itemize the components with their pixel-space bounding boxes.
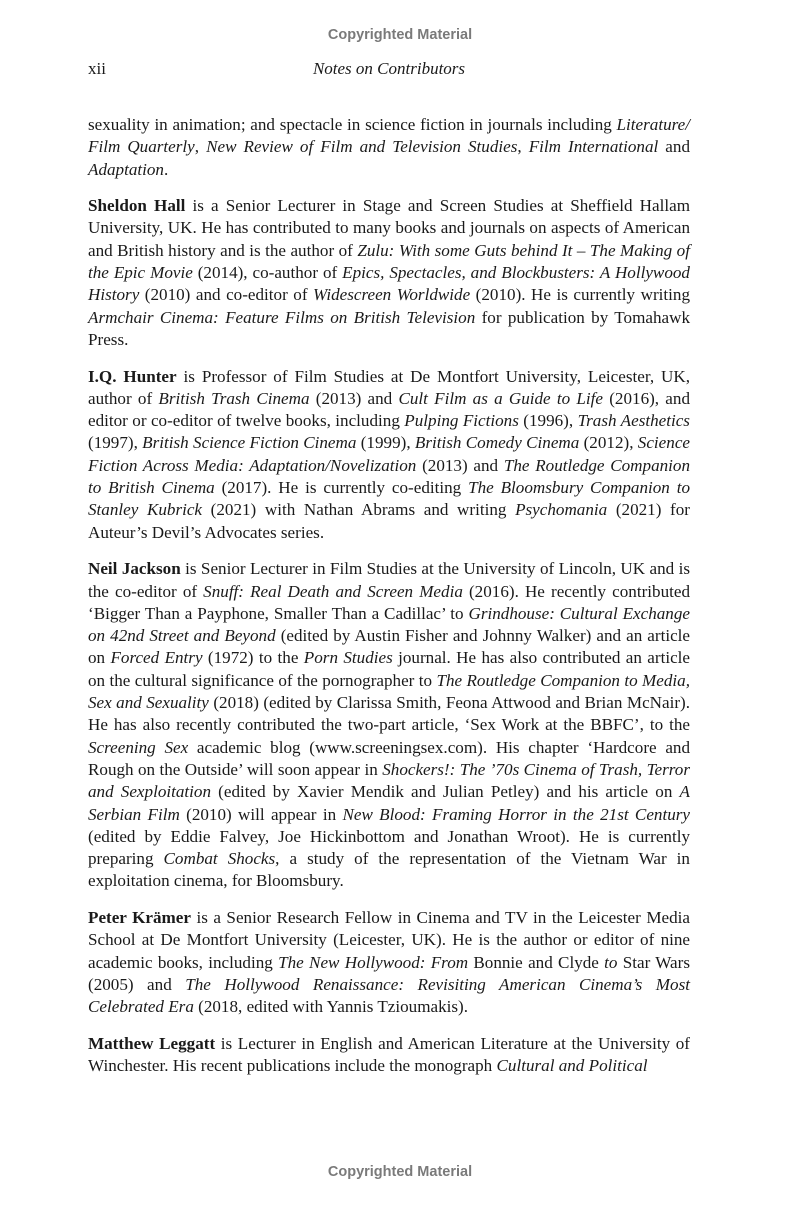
work-title: Screening Sex [88, 737, 189, 757]
text-run: , [194, 137, 207, 157]
work-title: Epics, Spectacles, and Blockbusters: A Hollywood History [88, 263, 690, 305]
work-title: Cult Film as a Guide to Life [398, 388, 603, 408]
text-run: , a study of the representation of the Vietnam War in exploitation cinema, for Bloomsbury. [88, 849, 690, 891]
work-title: Widescreen Worldwide [313, 285, 471, 305]
text-run: (edited by Austin Fisher and Johnny Walker) and an article on [88, 626, 691, 668]
text-run: (2010). He is currently writing [470, 285, 690, 305]
text-run: (2016), and editor or co-editor of twelve books, including [88, 388, 690, 431]
text-run: journal. He has also contributed an article on the cultural significance of the pornographer to [88, 648, 690, 690]
work-title: Film International [528, 137, 659, 157]
text-run: (1999), [356, 433, 415, 453]
text-run: for publication by Tomahawk Press. [88, 307, 690, 349]
text-run: (2017). He is currently co-editing [214, 478, 469, 498]
contributors-body [88, 114, 690, 1092]
contributor-name: Matthew Leggatt [88, 1033, 216, 1053]
text-run: (2014), co-author of [192, 263, 343, 283]
work-title: British Trash Cinema [158, 388, 310, 408]
work-title: Armchair Cinema: Feature Films on British Television [88, 307, 476, 327]
text-run: . [163, 159, 169, 179]
work-title: Shockers!: The ’70s Cinema of Trash, Terror and Sexploitation [88, 759, 690, 802]
text-run: (2018) (edited by Clarissa Smith, Feona Attwood and Brian McNair). He has also recently contributed the two-part article, ‘Sex Work at the BBFC’, to the [88, 693, 690, 735]
work-title: Zulu: With some Guts behind It – The Making of the Epic Movie [88, 240, 690, 283]
text-run: (2021) with Nathan Abrams and writing [202, 500, 516, 520]
text-run: (1997), [88, 433, 143, 453]
contributor-name: I.Q. Hunter [88, 366, 177, 386]
running-head-title: Notes on Contributors [312, 59, 466, 78]
contributor-name: Sheldon Hall [88, 196, 186, 216]
text-run: academic blog (www.screeningsex.com). His chapter ‘Hardcore and Rough on the Outside’ will soon appear in [88, 737, 691, 779]
text-run: Bonnie and Clyde [468, 952, 605, 972]
text-run: , [517, 137, 529, 157]
page-number: xii [88, 59, 106, 78]
running-head [88, 59, 690, 83]
text-run: (edited by Xavier Mendik and Julian Petley) and his article on [211, 782, 680, 802]
work-title: Combat Shocks [163, 849, 276, 869]
work-title: Literature/ Film Quarterly [88, 115, 690, 157]
text-run: is Professor of Film Studies at De Montfort University, Leicester, UK, author of [88, 366, 690, 408]
work-title: The New Hollywood: From [278, 952, 469, 972]
text-run: is Senior Lecturer in Film Studies at the University of Lincoln, UK and is the co-editor of [88, 559, 690, 601]
text-run: (1996), [518, 411, 578, 431]
work-title: British Science Fiction Cinema [142, 433, 357, 453]
work-title: Adaptation [88, 159, 164, 179]
work-title: Trash Aesthetics [577, 411, 690, 431]
contributor-entry [88, 907, 690, 1018]
text-run: and [658, 137, 690, 157]
text-run: sexuality in animation; and spectacle in science fiction in journals including [88, 115, 617, 134]
text-run: (2016). He recently contributed ‘Bigger Than a Payphone, Smaller Than a Cadillac’ to [88, 581, 691, 623]
work-title: The Routledge Companion to Media, Sex and Sexuality [88, 670, 690, 713]
contributor-entry [88, 195, 690, 351]
copyright-watermark-top: Copyrighted Material [327, 27, 473, 43]
work-title: Snuff: Real Death and Screen Media [203, 581, 463, 601]
work-title: to [604, 952, 618, 972]
text-run: (1972) to the [202, 648, 304, 668]
work-title: Cultural and Political [496, 1056, 648, 1076]
text-run: is a Senior Research Fellow in Cinema and TV in the Leicester Media School at De Montfort University (Leicester, UK). He is the author or editor of nine academic books, including [88, 907, 691, 972]
text-run: Star Wars (2005) and [88, 952, 690, 994]
text-run: (2013) and [309, 388, 399, 408]
work-title: Science Fiction Across Media: Adaptation/Novelization [88, 433, 690, 475]
text-run: is Lecturer in English and American Literature at the University of Winchester. His recent publications include the monograph [88, 1033, 690, 1076]
contributor-name: Neil Jackson [88, 559, 181, 579]
copyright-watermark-bottom: Copyrighted Material [327, 1164, 473, 1180]
work-title: The Hollywood Renaissance: Revisiting American Cinema’s Most Celebrated Era [88, 974, 690, 1017]
text-run: (2021) for Auteur’s Devil’s Advocates series. [88, 500, 690, 542]
text-run: (2010) and co-editor of [139, 285, 314, 305]
contributor-entry [88, 366, 690, 544]
contributor-entry [88, 558, 690, 892]
work-title: A Serbian Film [88, 782, 690, 824]
work-title: New Blood: Framing Horror in the 21st Century [342, 804, 691, 824]
work-title: The Bloomsbury Companion to Stanley Kubrick [88, 478, 690, 520]
text-run: is a Senior Lecturer in Stage and Screen Studies at Sheffield Hallam University, UK. He has contributed to many books and journals on aspects of American and British history and is the author of [88, 196, 690, 260]
text-run: (2013) and [416, 455, 504, 475]
work-title: British Comedy Cinema [414, 433, 580, 453]
work-title: Pulping Fictions [404, 411, 519, 431]
text-run: (2010) will appear in [179, 804, 343, 824]
work-title: Grindhouse: Cultural Exchange on 42nd Street and Beyond [88, 603, 690, 646]
work-title: Forced Entry [110, 648, 203, 668]
contributor-name: Peter Krämer [88, 907, 191, 927]
work-title: Porn Studies [303, 648, 393, 668]
continued-paragraph [88, 114, 690, 181]
text-run: (2012), [579, 433, 638, 453]
work-title: The Routledge Companion to British Cinema [88, 455, 691, 498]
text-run: (2018, edited with Yannis Tzioumakis). [193, 997, 468, 1017]
contributor-entry [88, 1033, 690, 1078]
work-title: Psychomania [515, 500, 608, 520]
text-run: (edited by Eddie Falvey, Joe Hickinbottom and Jonathan Wroot). He is currently preparing [88, 826, 690, 869]
work-title: New Review of Film and Television Studies [206, 137, 518, 157]
